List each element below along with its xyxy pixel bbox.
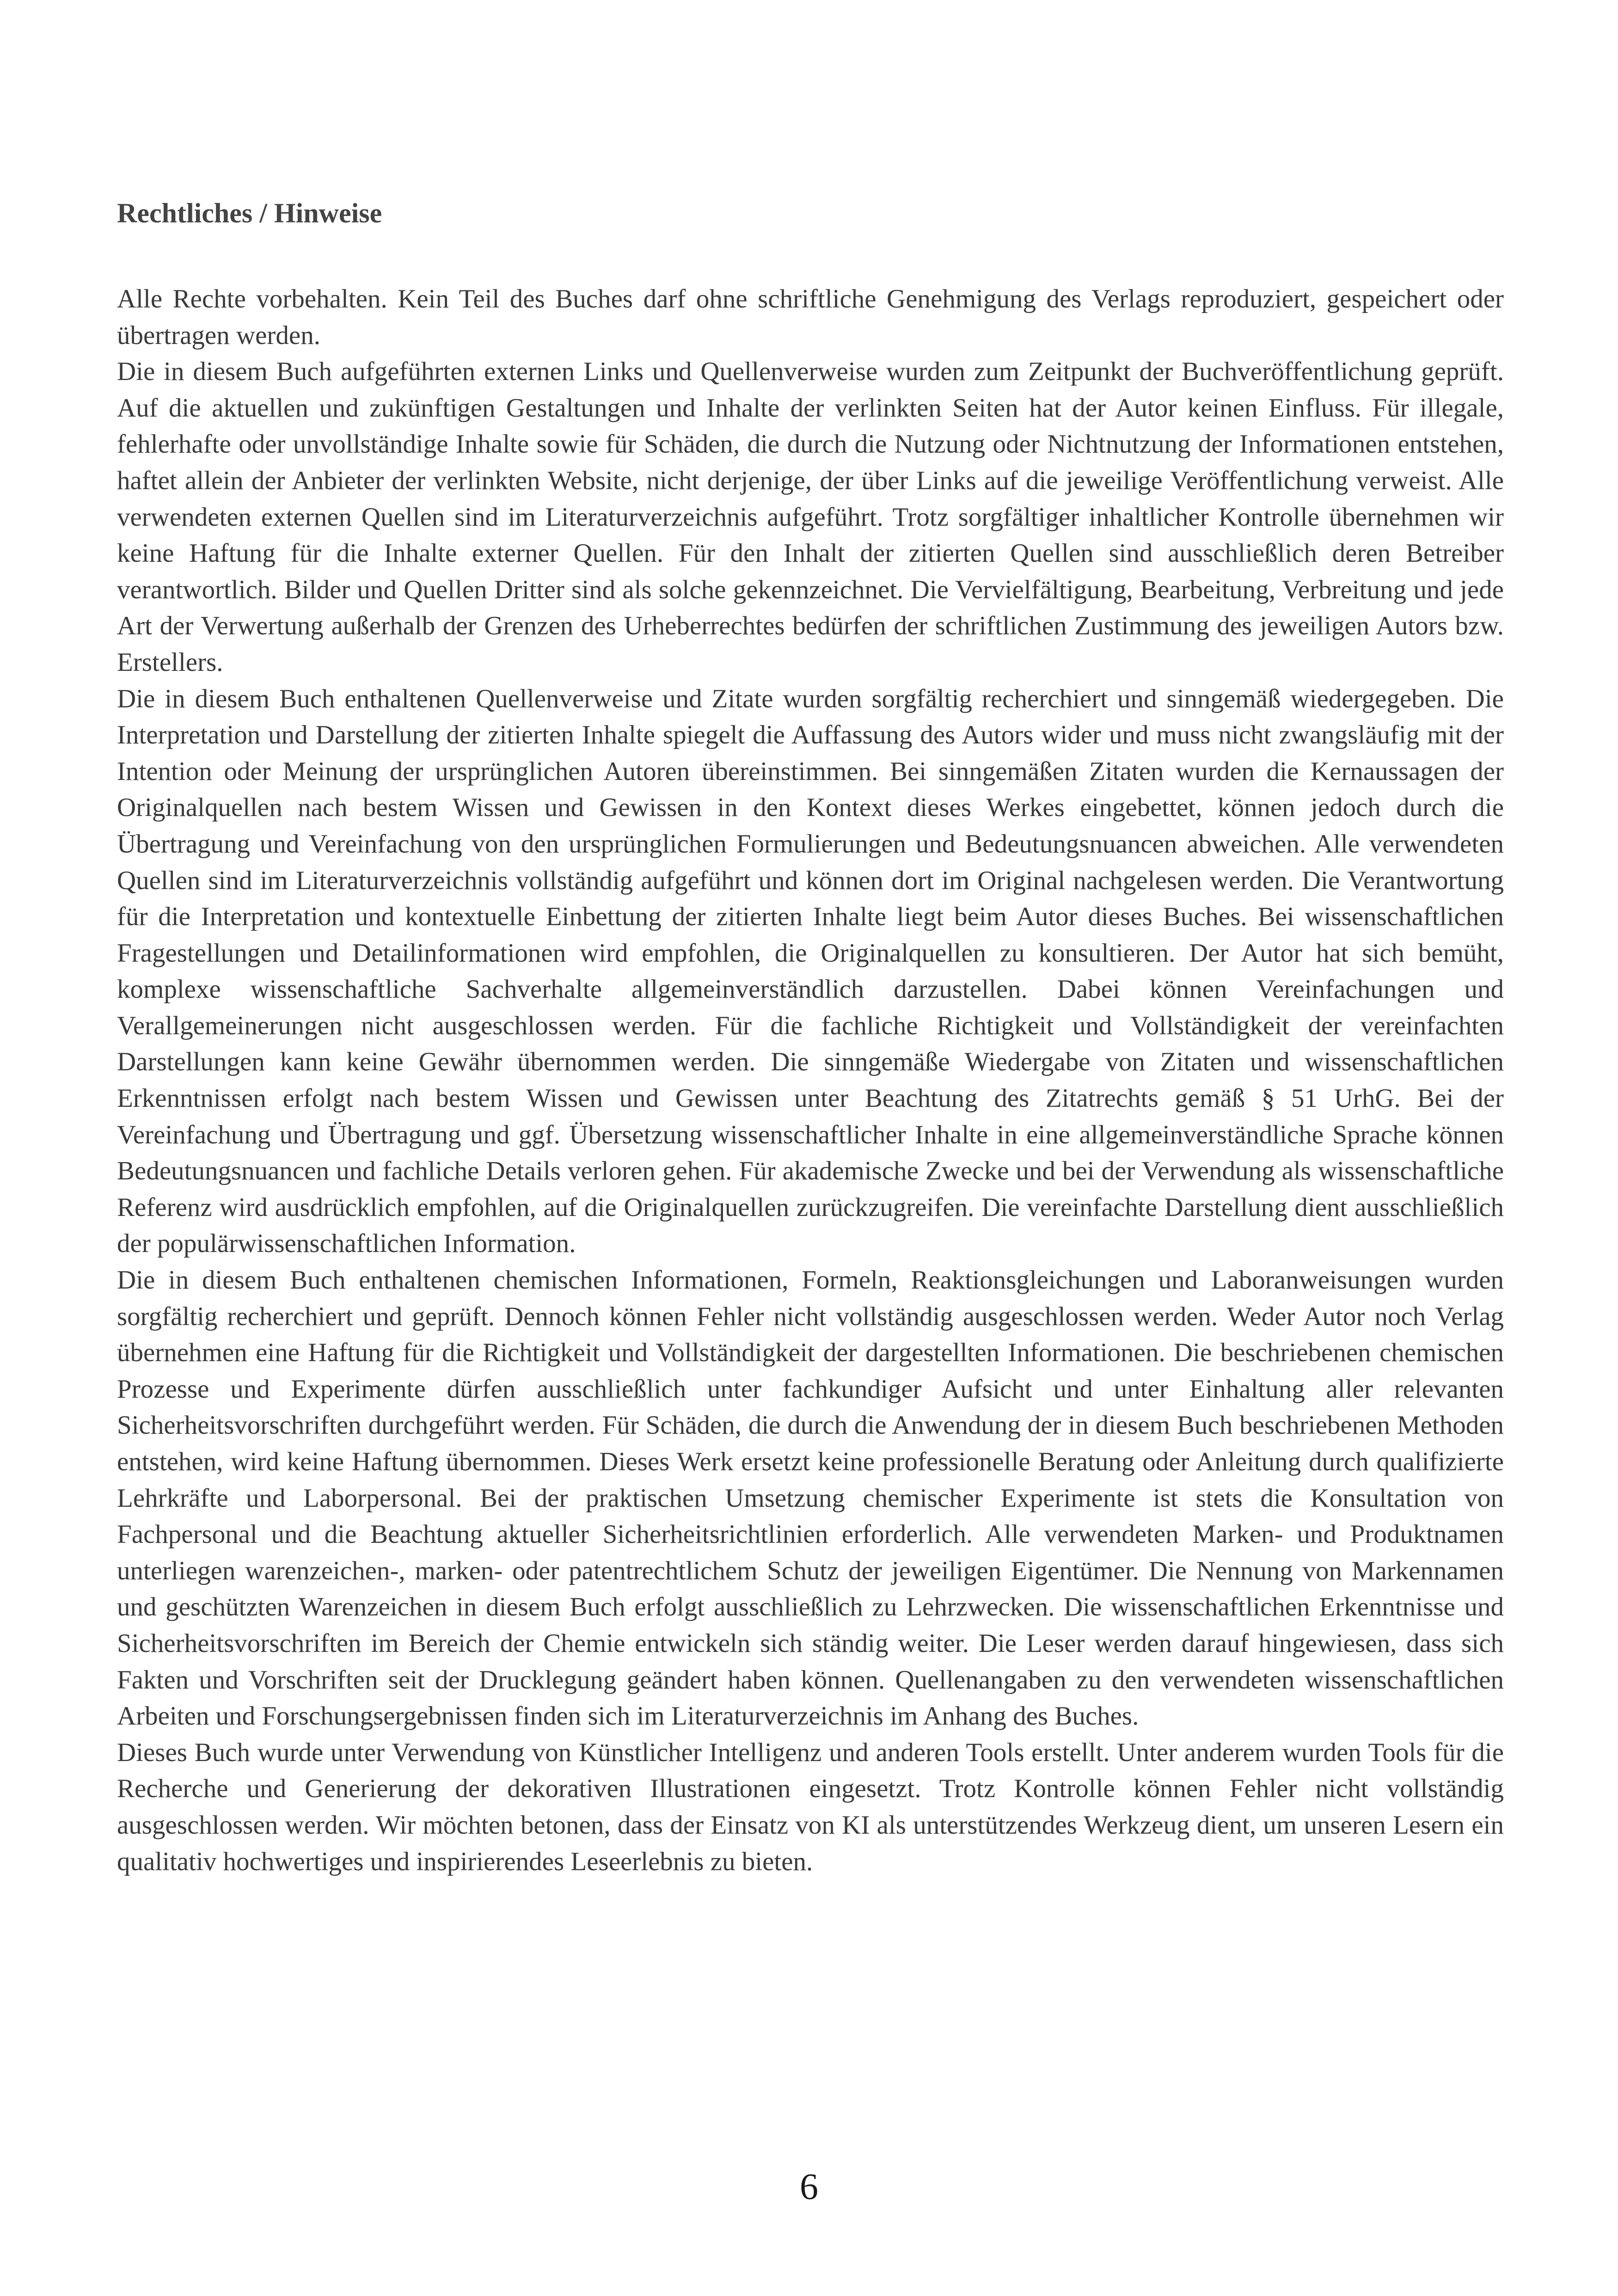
paragraph-copyright: Alle Rechte vorbehalten. Kein Teil des Buches darf ohne schriftliche Genehmigung des Verlags reproduziert, gespeichert oder übertragen werden.	[117, 284, 1504, 350]
paragraph-ai-usage: Dieses Buch wurde unter Verwendung von Künstlicher Intelligenz und anderen Tools erstellt. Unter anderem wurden Tools für die Recherche und Generierung der dekorativen Illustrationen eingesetzt. Trotz Kontrolle können Fehler nicht vollständig ausgeschlossen werden. Wir möchten betonen, dass der Einsatz von KI als unterstützendes Werkzeug dient, um unseren Lesern ein qualitativ hochwertiges und inspirierendes Leseerlebnis zu bieten.	[117, 1737, 1504, 1876]
paragraph-chemistry-disclaimer: Die in diesem Buch enthaltenen chemischen Informationen, Formeln, Reaktionsgleichungen und Laboranweisungen wurden sorgfältig recherchiert und geprüft. Dennoch können Fehler nicht vollständig ausgeschlossen werden. Weder Autor noch Verlag übernehmen eine Haftung für die Richtigkeit und Vollständigkeit der dargestellten Informationen. Die beschriebenen chemischen Prozesse und Experimente dürfen ausschließlich unter fachkundiger Aufsicht und unter Einhaltung aller relevanten Sicherheitsvorschriften durchgeführt werden. Für Schäden, die durch die Anwendung der in diesem Buch beschriebenen Methoden entstehen, wird keine Haftung übernommen. Dieses Werk ersetzt keine professionelle Beratung oder Anleitung durch qualifizierte Lehrkräfte und Laborpersonal. Bei der praktischen Umsetzung chemischer Experimente ist stets die Konsultation von Fachpersonal und die Beachtung aktueller Sicherheitsrichtlinien erforderlich. Alle verwendeten Marken- und Produktnamen unterliegen warenzeichen-, marken- oder patentrechtlichem Schutz der jeweiligen Eigentümer. Die Nennung von Markennamen und geschützten Warenzeichen in diesem Buch erfolgt ausschließlich zu Lehrzwecken. Die wissenschaftlichen Erkenntnisse und Sicherheitsvorschriften im Bereich der Chemie entwickeln sich ständig weiter. Die Leser werden darauf hingewiesen, dass sich Fakten und Vorschriften seit der Drucklegung geändert haben können. Quellenangaben zu den verwendeten wissenschaftlichen Arbeiten und Forschungsergebnissen finden sich im Literaturverzeichnis im Anhang des Buches.	[117, 1265, 1504, 1731]
section-heading: Rechtliches / Hinweise	[117, 198, 382, 228]
page-number: 6	[800, 2167, 818, 2207]
paragraph-external-links: Die in diesem Buch aufgeführten externen Links und Quellenverweise wurden zum Zeitpunkt der Buchveröffentlichung geprüft. Auf die aktuellen und zukünftigen Gestaltungen und Inhalte der verlinkten Seiten hat der Autor keinen Einfluss. Für illegale, fehlerhafte oder unvollständige Inhalte sowie für Schäden, die durch die Nutzung oder Nichtnutzung der Informationen entstehen, haftet allein der Anbieter der verlinkten Website, nicht derjenige, der über Links auf die jeweilige Veröffentlichung verweist. Alle verwendeten externen Quellen sind im Literaturverzeichnis aufgeführt. Trotz sorgfältiger inhaltlicher Kontrolle übernehmen wir keine Haftung für die Inhalte externer Quellen. Für den Inhalt der zitierten Quellen sind ausschließlich deren Betreiber verantwortlich. Bilder und Quellen Dritter sind als solche gekennzeichnet. Die Vervielfältigung, Bearbeitung, Verbreitung und jede Art der Verwertung außerhalb der Grenzen des Urheberrechtes bedürfen der schriftlichen Zustimmung des jeweiligen Autors bzw. Erstellers.	[117, 357, 1504, 677]
document-body	[117, 194, 1504, 1880]
paragraph-citations: Die in diesem Buch enthaltenen Quellenverweise und Zitate wurden sorgfältig recherchiert und sinngemäß wiedergegeben. Die Interpretation und Darstellung der zitierten Inhalte spiegelt die Auffassung des Autors wider und muss nicht zwangsläufig mit der Intention oder Meinung der ursprünglichen Autoren übereinstimmen. Bei sinngemäßen Zitaten wurden die Kernaussagen der Originalquellen nach bestem Wissen und Gewissen in den Kontext dieses Werkes eingebettet, können jedoch durch die Übertragung und Vereinfachung von den ursprünglichen Formulierungen und Bedeutungsnuancen abweichen. Alle verwendeten Quellen sind im Literaturverzeichnis vollständig aufgeführt und können dort im Original nachgelesen werden. Die Verantwortung für die Interpretation und kontextuelle Einbettung der zitierten Inhalte liegt beim Autor dieses Buches. Bei wissenschaftlichen Fragestellungen und Detailinformationen wird empfohlen, die Originalquellen zu konsultieren. Der Autor hat sich bemüht, komplexe wissenschaftliche Sachverhalte allgemeinverständlich darzustellen. Dabei können Vereinfachungen und Verallgemeinerungen nicht ausgeschlossen werden. Für die fachliche Richtigkeit und Vollständigkeit der vereinfachten Darstellungen kann keine Gewähr übernommen werden. Die sinngemäße Wiedergabe von Zitaten und wissenschaftlichen Erkenntnissen erfolgt nach bestem Wissen und Gewissen unter Beachtung des Zitatrechts gemäß § 51 UrhG. Bei der Vereinfachung und Übertragung und ggf. Übersetzung wissenschaftlicher Inhalte in eine allgemeinverständliche Sprache können Bedeutungsnuancen und fachliche Details verloren gehen. Für akademische Zwecke und bei der Verwendung als wissenschaftliche Referenz wird ausdrücklich empfohlen, auf die Originalquellen zurückzugreifen. Die vereinfachte Darstellung dient ausschließlich der populärwissenschaftlichen Information.	[117, 684, 1504, 1259]
